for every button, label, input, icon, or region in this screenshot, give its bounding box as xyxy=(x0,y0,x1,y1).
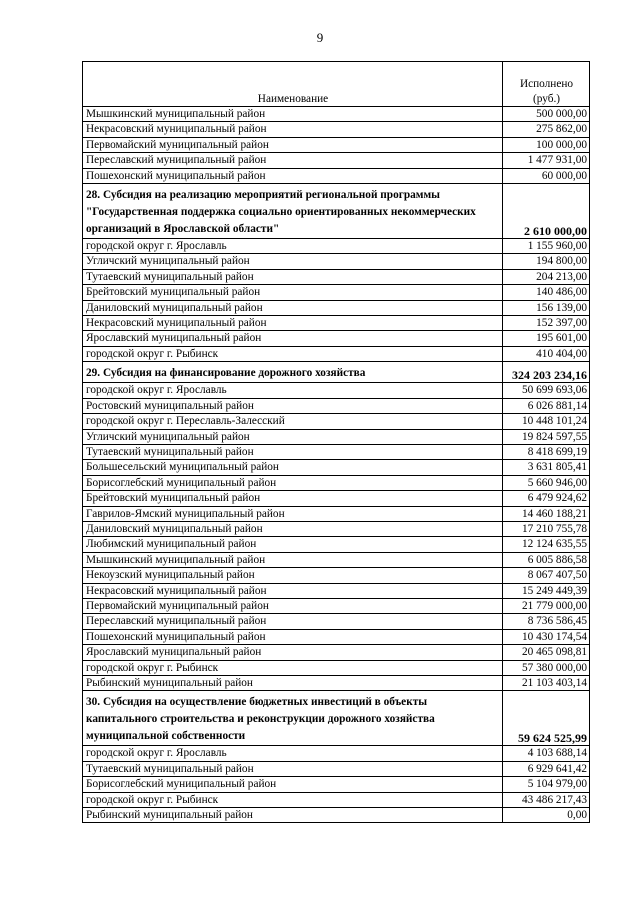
row-name: городской округ г. Рыбинск xyxy=(83,346,503,361)
table-row xyxy=(83,537,590,552)
row-name: Некоузский муниципальный район xyxy=(83,568,503,583)
row-name: Угличский муниципальный район xyxy=(83,429,503,444)
row-name: Рыбинский муниципальный район xyxy=(83,676,503,691)
table-row xyxy=(83,792,590,807)
row-name: городской округ г. Рыбинск xyxy=(83,660,503,675)
row-value: 5 104 979,00 xyxy=(503,777,590,792)
table-row xyxy=(83,629,590,644)
row-value: 21 103 403,14 xyxy=(503,676,590,691)
table-row xyxy=(83,346,590,361)
row-value: 410 404,00 xyxy=(503,346,590,361)
row-name: Ярославский муниципальный район xyxy=(83,331,503,346)
row-name: городской округ г. Ярославль xyxy=(83,383,503,398)
row-name: Ярославский муниципальный район xyxy=(83,645,503,660)
row-value: 500 000,00 xyxy=(503,107,590,122)
table-row xyxy=(83,429,590,444)
row-name: Борисоглебский муниципальный район xyxy=(83,475,503,490)
row-value: 100 000,00 xyxy=(503,137,590,152)
budget-table xyxy=(82,61,590,823)
row-name: Даниловский муниципальный район xyxy=(83,300,503,315)
table-body xyxy=(83,107,590,823)
table-row xyxy=(83,168,590,183)
table-row xyxy=(83,137,590,152)
table-row xyxy=(83,645,590,660)
section-total: 324 203 234,16 xyxy=(503,362,590,383)
row-value: 15 249 449,39 xyxy=(503,583,590,598)
table-row xyxy=(83,254,590,269)
row-value: 10 448 101,24 xyxy=(503,414,590,429)
row-value: 8 067 407,50 xyxy=(503,568,590,583)
row-name: Борисоглебский муниципальный район xyxy=(83,777,503,792)
row-value: 12 124 635,55 xyxy=(503,537,590,552)
table-row xyxy=(83,583,590,598)
row-value: 1 477 931,00 xyxy=(503,153,590,168)
table-row xyxy=(83,383,590,398)
row-value: 194 800,00 xyxy=(503,254,590,269)
row-name: Тутаевский муниципальный район xyxy=(83,269,503,284)
row-name: Любимский муниципальный район xyxy=(83,537,503,552)
row-name: Некрасовский муниципальный район xyxy=(83,122,503,137)
table-row xyxy=(83,506,590,521)
row-name: Даниловский муниципальный район xyxy=(83,521,503,536)
row-name: городской округ г. Ярославль xyxy=(83,239,503,254)
table-row xyxy=(83,614,590,629)
table-row xyxy=(83,676,590,691)
table-row xyxy=(83,316,590,331)
row-value: 8 736 586,45 xyxy=(503,614,590,629)
header-value xyxy=(503,62,590,107)
row-value: 14 460 188,21 xyxy=(503,506,590,521)
row-value: 21 779 000,00 xyxy=(503,598,590,613)
row-value: 19 824 597,55 xyxy=(503,429,590,444)
row-name: Гаврилов-Ямский муниципальный район xyxy=(83,506,503,521)
row-name: Пошехонский муниципальный район xyxy=(83,168,503,183)
section-title: 29. Субсидия на финансирование дорожного хозяйства xyxy=(83,362,503,383)
row-name: городской округ г. Ярославль xyxy=(83,746,503,761)
row-value: 60 000,00 xyxy=(503,168,590,183)
row-value: 6 005 886,58 xyxy=(503,552,590,567)
row-name: Рыбинский муниципальный район xyxy=(83,808,503,823)
row-name: городской округ г. Переславль-Залесский xyxy=(83,414,503,429)
table-row xyxy=(83,122,590,137)
row-name: Переславский муниципальный район xyxy=(83,614,503,629)
row-name: Брейтовский муниципальный район xyxy=(83,285,503,300)
table-row xyxy=(83,808,590,823)
row-name: Тутаевский муниципальный район xyxy=(83,444,503,459)
table-row xyxy=(83,285,590,300)
row-name: Брейтовский муниципальный район xyxy=(83,491,503,506)
section-title: 30. Субсидия на осуществление бюджетных инвестиций в объекты капитального строительства и реконструкции дорожного хозяйства муниципальной собственности xyxy=(83,691,503,746)
row-name: Тутаевский муниципальный район xyxy=(83,761,503,776)
table-row xyxy=(83,761,590,776)
table-row xyxy=(83,239,590,254)
table-row xyxy=(83,660,590,675)
section-header-row xyxy=(83,362,590,383)
row-value: 1 155 960,00 xyxy=(503,239,590,254)
table-row xyxy=(83,475,590,490)
table-row xyxy=(83,491,590,506)
section-total: 59 624 525,99 xyxy=(503,691,590,746)
header-value-line2: (руб.) xyxy=(532,92,561,105)
row-value: 4 103 688,14 xyxy=(503,746,590,761)
section-title: 28. Субсидия на реализацию мероприятий региональной программы "Государственная поддержка социально ориентированных некоммерческих организаций в Ярославской области" xyxy=(83,184,503,239)
section-header-row xyxy=(83,184,590,239)
table-row xyxy=(83,300,590,315)
row-value: 6 026 881,14 xyxy=(503,398,590,413)
row-name: городской округ г. Рыбинск xyxy=(83,792,503,807)
row-name: Первомайский муниципальный район xyxy=(83,137,503,152)
row-name: Некрасовский муниципальный район xyxy=(83,583,503,598)
table-header-row xyxy=(83,62,590,107)
table-row xyxy=(83,746,590,761)
row-name: Некрасовский муниципальный район xyxy=(83,316,503,331)
table-row xyxy=(83,269,590,284)
row-value: 10 430 174,54 xyxy=(503,629,590,644)
table-row xyxy=(83,460,590,475)
section-header-row xyxy=(83,691,590,746)
table-row xyxy=(83,521,590,536)
row-value: 0,00 xyxy=(503,808,590,823)
table-row xyxy=(83,153,590,168)
row-value: 204 213,00 xyxy=(503,269,590,284)
row-value: 6 479 924,62 xyxy=(503,491,590,506)
row-value: 140 486,00 xyxy=(503,285,590,300)
page-number: 9 xyxy=(316,30,324,45)
table-row xyxy=(83,552,590,567)
table-row xyxy=(83,414,590,429)
row-name: Угличский муниципальный район xyxy=(83,254,503,269)
row-value: 195 601,00 xyxy=(503,331,590,346)
row-value: 152 397,00 xyxy=(503,316,590,331)
table-row xyxy=(83,331,590,346)
table-row xyxy=(83,444,590,459)
row-value: 5 660 946,00 xyxy=(503,475,590,490)
row-name: Первомайский муниципальный район xyxy=(83,598,503,613)
section-total: 2 610 000,00 xyxy=(503,184,590,239)
table-row xyxy=(83,568,590,583)
row-value: 3 631 805,41 xyxy=(503,460,590,475)
table-row xyxy=(83,598,590,613)
row-name: Большесельский муниципальный район xyxy=(83,460,503,475)
row-name: Ростовский муниципальный район xyxy=(83,398,503,413)
row-value: 6 929 641,42 xyxy=(503,761,590,776)
row-name: Пошехонский муниципальный район xyxy=(83,629,503,644)
row-value: 156 139,00 xyxy=(503,300,590,315)
row-value: 17 210 755,78 xyxy=(503,521,590,536)
row-name: Мышкинский муниципальный район xyxy=(83,107,503,122)
row-name: Мышкинский муниципальный район xyxy=(83,552,503,567)
row-value: 50 699 693,06 xyxy=(503,383,590,398)
table-row xyxy=(83,777,590,792)
row-name: Переславский муниципальный район xyxy=(83,153,503,168)
row-value: 20 465 098,81 xyxy=(503,645,590,660)
row-value: 57 380 000,00 xyxy=(503,660,590,675)
header-name: Наименование xyxy=(83,62,503,107)
table-row xyxy=(83,107,590,122)
row-value: 43 486 217,43 xyxy=(503,792,590,807)
header-value-line1: Исполнено xyxy=(519,78,574,91)
row-value: 8 418 699,19 xyxy=(503,444,590,459)
table-row xyxy=(83,398,590,413)
row-value: 275 862,00 xyxy=(503,122,590,137)
